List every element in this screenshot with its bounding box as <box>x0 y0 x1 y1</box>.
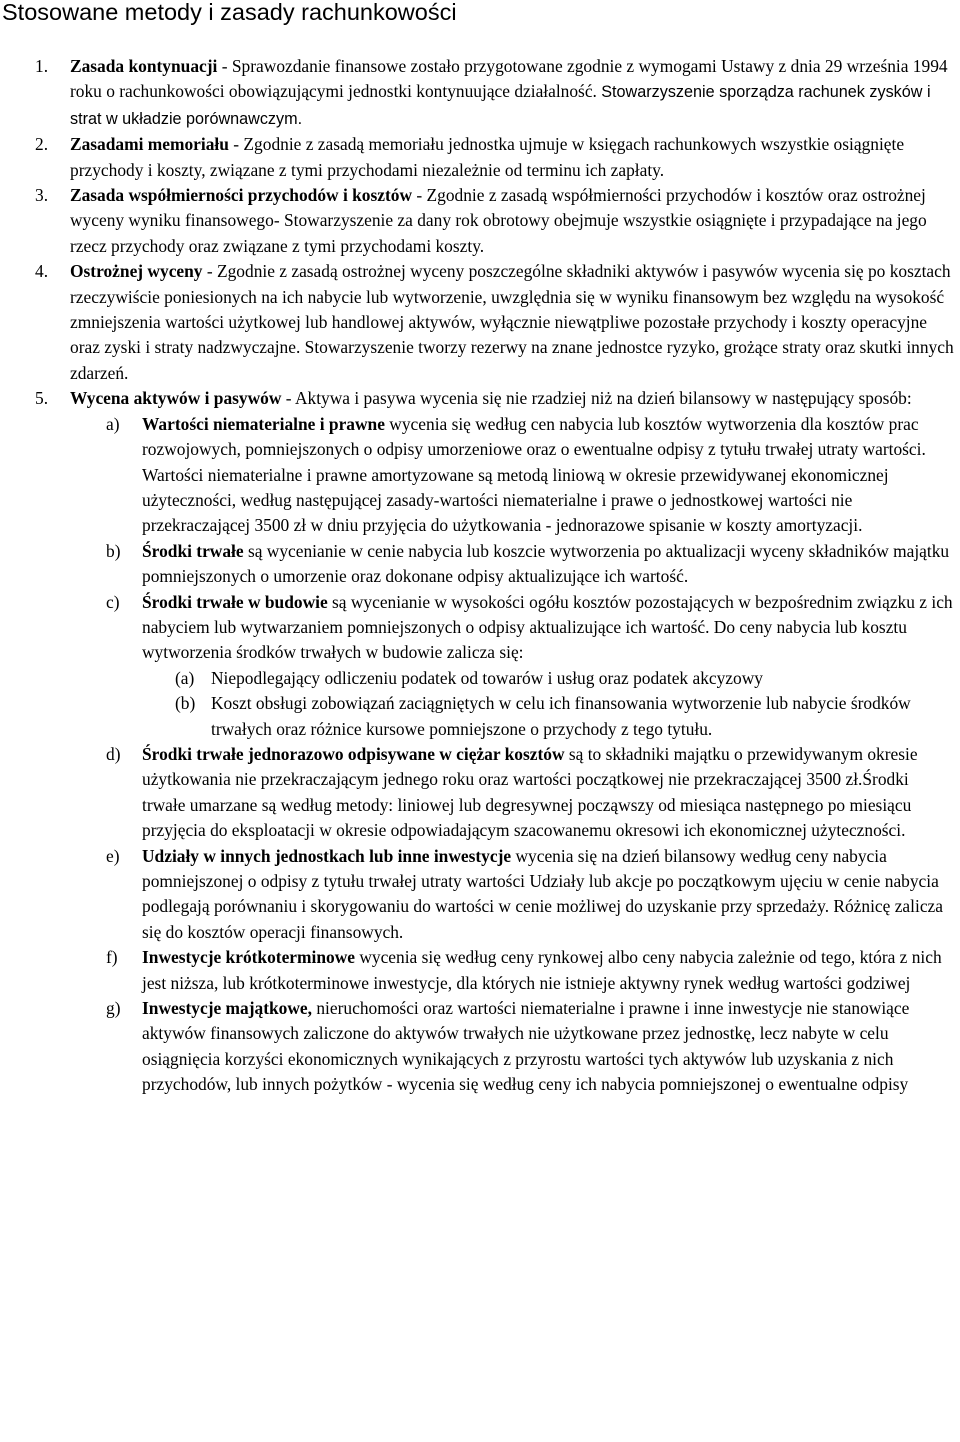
sub-item-letter: c) <box>106 591 120 612</box>
sub-item-heading: Środki trwałe jednorazowo odpisywane w ciężar kosztów <box>142 743 565 764</box>
item-number: 2. <box>35 134 49 155</box>
item-heading: Ostrożnej wyceny <box>70 261 203 282</box>
item-text: - Aktywa i pasywa wycenia się nie rzadziej niż na dzień bilansowy w następujący sposób: <box>281 388 912 409</box>
sub-item-text: wycenia się według ceny rynkowej albo ceny nabycia zależnie od tego, która z nich jest niższa, lub krótkoterminowe inwestycje, dla których nie istnieje aktywny rynek według wartości godziwej <box>142 947 942 993</box>
list-item-4 <box>0 259 960 386</box>
item-heading: Zasada kontynuacji <box>70 56 218 76</box>
page-title: Stosowane metody i zasady rachunkowości <box>2 0 457 25</box>
sub-item-letter: e) <box>106 845 120 866</box>
sub-item-c <box>0 590 960 666</box>
item-heading: Zasada współmierności przychodów i kosztów <box>70 185 413 206</box>
sub-item-letter: a) <box>106 413 120 434</box>
sub-item-letter: d) <box>106 743 121 764</box>
item-number: 3. <box>35 185 49 206</box>
list-item-3 <box>0 183 960 259</box>
sub-sub-item-letter: (a) <box>175 667 195 688</box>
sub-item-text: wycenia się na dzień bilansowy według ceny nabycia pomniejszonej o odpisy z tytułu trwałej utraty wartości Udziały lub akcje po początkowym ujęciu w cenie nabycia podlegają porównaniu i skorygowaniu do wartości w cenie możliwej do uzyskanie przy sprzedaży. Różnicę zalicza się do kosztów operacji finansowych. <box>142 845 943 942</box>
item-number: 5. <box>35 388 49 409</box>
sub-item-text: wycenia się według cen nabycia lub kosztów wytworzenia dla kosztów prac rozwojowych, pomniejszonych o odpisy umorzeniowe oraz o ewentualne odpisy z tytułu trwałej utraty wartości. Wartości niematerialne i prawne amortyzowane są metodą liniową w okresie przewidywanej ekonomicznej użyteczności, według następującej zasady-wartości niematerialne i prawe o jednostkowej wartości nie przekraczającej 3500 zł w dniu przyjęcia do użytkowania - jednorazowe spisanie w koszty amortyzacji. <box>142 413 926 536</box>
sub-item-text: nieruchomości oraz wartości niematerialne i prawne i inne inwestycje nie stanowiące aktywów finansowych zaliczone do aktywów trwałych nie użytkowane przez jednostkę, lecz nabyte w celu osiągnięcia korzyści ekonomicznych wynikających z przyrostu wartości tych aktywów lub uzyskania z nich przychodów, lub innych pożytków - wycenia się według ceny ich nabycia pomniejszonej o ewentualne odpisy <box>142 998 910 1095</box>
sub-item-letter: b) <box>106 540 121 561</box>
sub-item-b <box>0 539 960 590</box>
sub-item-letter: f) <box>106 947 118 968</box>
item-text-sans: Stowarzyszenie sporządza rachunek zysków i strat w układzie porównawczym. <box>70 83 931 128</box>
item-heading: Wycena aktywów i pasywów <box>70 388 282 409</box>
item-number: 4. <box>35 261 49 282</box>
item-number: 1. <box>35 56 49 76</box>
sub-item-heading: Inwestycje krótkoterminowe <box>142 947 355 968</box>
sub-item-text: są to składniki majątku o przewidywanym okresie użytkowania nie przekraczającym jednego roku oraz wartości początkowej nie przekraczającej 3500 zł.Środki trwałe umarzane są według metody: liniowej lub degresywnej począwszy od miesiąca następnego po miesiącu przyjęcia do eksploatacji w okresie odpowiadającym szacowanemu okresowi ich ekonomicznej użyteczności. <box>142 743 918 841</box>
sub-item-a <box>0 412 960 539</box>
sub-item-heading: Środki trwałe <box>142 540 244 561</box>
list-item-5 <box>0 386 960 411</box>
list-item-2 <box>0 132 960 183</box>
sub-sub-item-text: Koszt obsługi zobowiązań zaciągniętych w celu ich finansowania wytworzenie lub nabycie środków trwałych oraz różnice kursowe pomniejszone o przychody z tego tytułu. <box>211 693 911 739</box>
item-text: - Sprawozdanie finansowe zostało przygotowane zgodnie z wymogami Ustawy z dnia 29 września 1994 roku o rachunkowości obowiązującymi jednostki kontynuujące działalność. <box>70 56 948 102</box>
sub-item-heading: Wartości niematerialne i prawne <box>142 413 385 434</box>
sub-item-d <box>0 742 960 844</box>
sub-sub-item-a <box>0 666 960 691</box>
sub-item-f <box>0 945 960 996</box>
sub-sub-item-text: Niepodlegający odliczeniu podatek od towarów i usług oraz podatek akcyzowy <box>211 667 763 688</box>
item-heading: Zasadami memoriału <box>70 134 229 155</box>
sub-item-g <box>0 996 960 1098</box>
item-text: - Zgodnie z zasadą memoriału jednostka ujmuje w księgach rachunkowych wszystkie osiągnięte przychody i koszty, związane z tymi przychodami niezależnie od terminu ich zapłaty. <box>70 134 905 180</box>
sub-item-text: są wycenianie w wysokości ogółu kosztów pozostających w bezpośrednim związku z ich nabyciem lub wytwarzaniem pomniejszonych o odpisy aktualizujące ich wartość. Do ceny nabycia lub kosztu wytworzenia środków trwałych w budowie zalicza się: <box>142 591 953 663</box>
sub-item-heading: Udziały w innych jednostkach lub inne inwestycje <box>142 845 512 866</box>
list-item-1 <box>0 54 960 132</box>
sub-item-heading: Środki trwałe w budowie <box>142 591 328 612</box>
sub-item-heading: Inwestycje majątkowe, <box>142 998 313 1019</box>
sub-sub-item-letter: (b) <box>175 693 196 714</box>
item-text: - Zgodnie z zasadą ostrożnej wyceny poszczególne składniki aktywów i pasywów wycenia się po kosztach rzeczywiście poniesionych na ich nabycie lub wytworzenie, uwzględnia się w wyniku finansowym bez względu na wysokość zmniejszenia wartości użytkowej lub handlowej aktywów, wyłącznie niewątpliwe pozostałe przychody i koszty operacyjne oraz zyski i straty nadzwyczajne. Stowarzyszenie tworzy rezerwy na znane jednostce ryzyko, grożące straty oraz skutki innych zdarzeń. <box>70 261 954 383</box>
sub-item-letter: g) <box>106 998 121 1019</box>
sub-item-text: są wycenianie w cenie nabycia lub koszcie wytworzenia po aktualizacji wyceny składników majątku pomniejszonych o umorzenie oraz dokonane odpisy aktualizujące ich wartość. <box>142 540 950 587</box>
sub-sub-item-b <box>0 691 960 742</box>
sub-item-e <box>0 844 960 946</box>
item-text: - Zgodnie z zasadą współmierności przychodów i kosztów oraz ostrożnej wyceny wyniku finansowego- Stowarzyszenie za dany rok obrotowy obejmuje wszystkie osiągnięte i przypadające na jego rzecz przychody oraz związane z tymi przychodami koszty. <box>70 185 927 256</box>
document-body <box>0 54 960 1098</box>
